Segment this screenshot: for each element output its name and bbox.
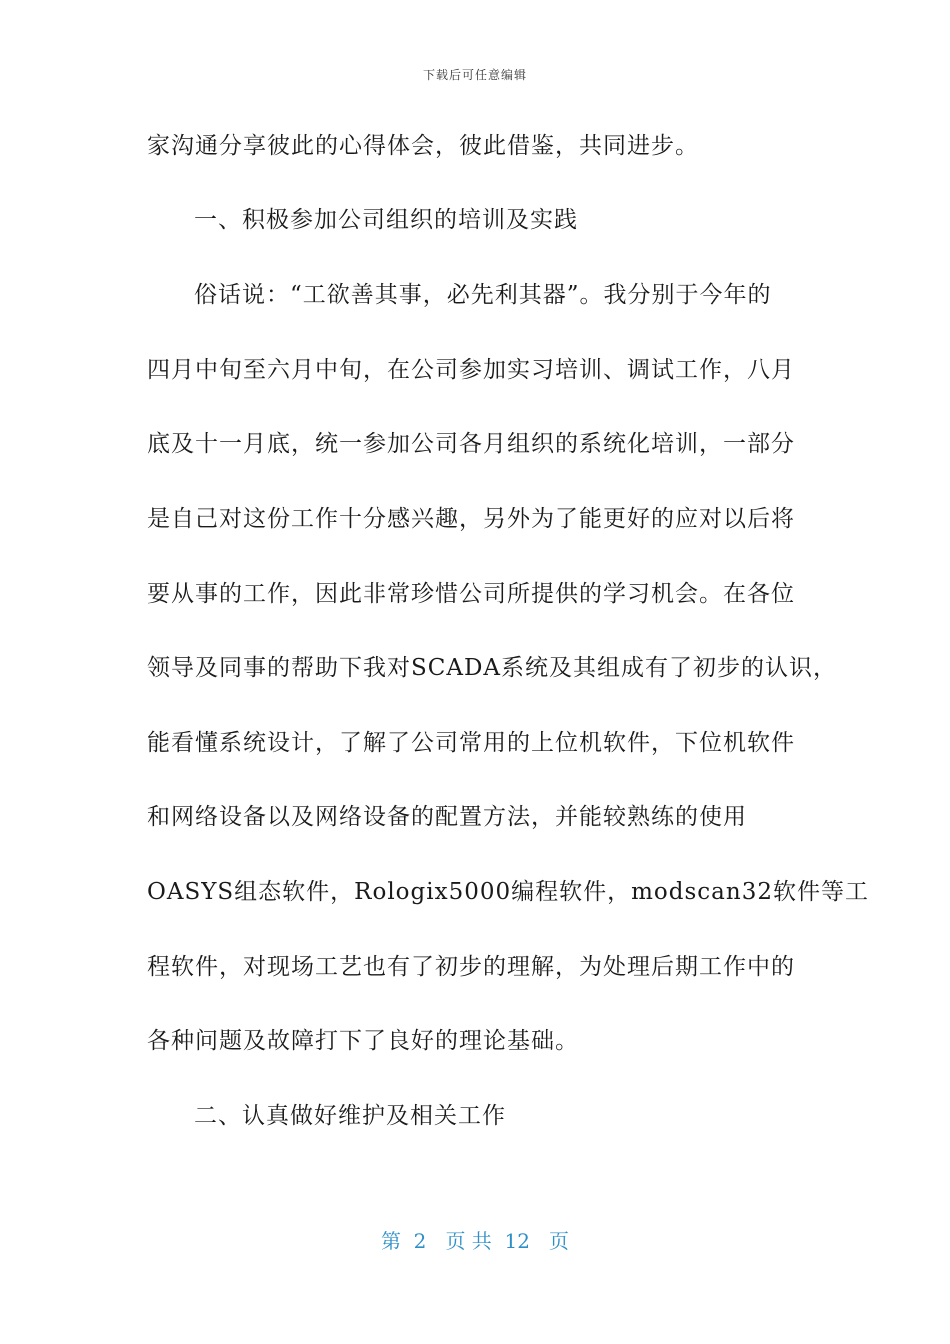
paragraph-line: 和网络设备以及网络设备的配置方法，并能较熟练的使用: [147, 804, 747, 830]
paragraph-line: OASYS组态软件，Rologix5000编程软件，modscan32软件等工: [147, 879, 869, 905]
paragraph-line: 领导及同事的帮助下我对SCADA系统及其组成有了初步的认识，: [147, 655, 838, 681]
section-heading-2: 二、认真做好维护及相关工作: [194, 1103, 506, 1129]
paragraph-line: 各种问题及故障打下了良好的理论基础。: [147, 1028, 579, 1054]
paragraph-line: 四月中旬至六月中旬，在公司参加实习培训、调试工作，八月: [147, 357, 795, 383]
paragraph-line: 程软件，对现场工艺也有了初步的理解，为处理后期工作中的: [147, 954, 795, 980]
page-header: 下载后可任意编辑: [422, 68, 527, 82]
section-heading-1: 一、积极参加公司组织的培训及实践: [194, 207, 578, 233]
paragraph-line: 能看懂系统设计，了解了公司常用的上位机软件，下位机软件: [147, 730, 795, 756]
page-number-footer: 第 2 页 共 12 页: [380, 1229, 570, 1253]
paragraph-line: 俗话说：“工欲善其事，必先利其器”。我分别于今年的: [194, 282, 772, 308]
paragraph-line: 底及十一月底，统一参加公司各月组织的系统化培训，一部分: [147, 431, 795, 457]
paragraph-line: 要从事的工作，因此非常珍惜公司所提供的学习机会。在各位: [147, 581, 795, 607]
paragraph-line: 是自己对这份工作十分感兴趣，另外为了能更好的应对以后将: [147, 506, 795, 532]
paragraph-line: 家沟通分享彼此的心得体会，彼此借鉴，共同进步。: [147, 133, 699, 159]
